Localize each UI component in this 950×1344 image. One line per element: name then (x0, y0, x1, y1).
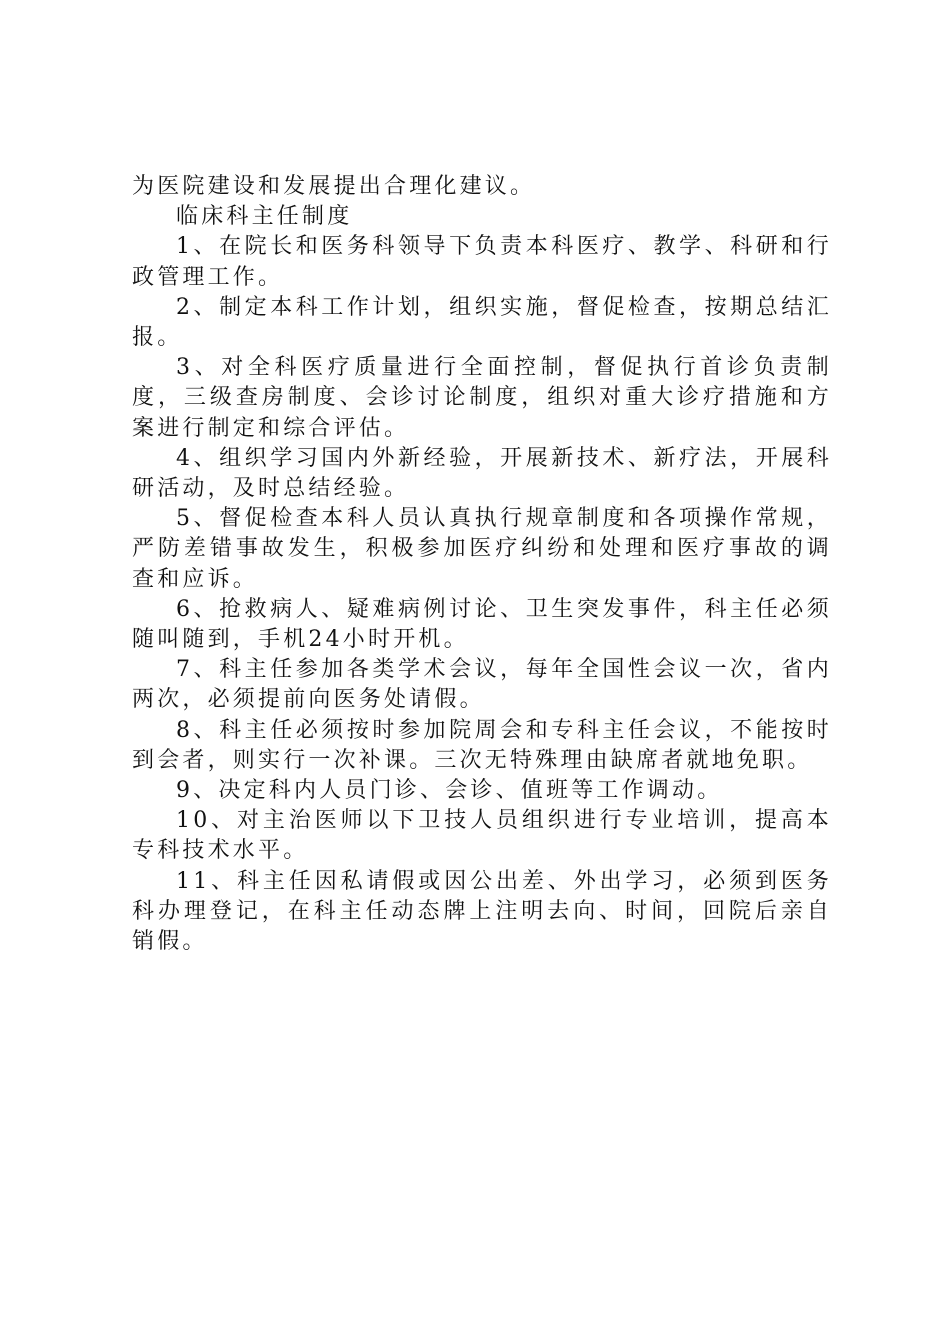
section-heading: 临床科主任制度 (176, 204, 353, 230)
paragraph-item-8: 8、科主任必须按时参加院周会和专科主任会议，不能按时到会者，则实行一次补课。三次无特殊理由缺席者就地免职。 (132, 717, 832, 773)
paragraph-item-7: 7、科主任参加各类学术会议，每年全国性会议一次，省内两次，必须提前向医务处请假。 (132, 657, 832, 713)
paragraph-item-2: 2、制定本科工作计划，组织实施，督促检查，按期总结汇报。 (132, 294, 832, 351)
paragraph-item-6: 6、抢救病人、疑难病例讨论、卫生突发事件，科主任必须随叫随到，手机24小时开机。 (132, 596, 832, 653)
paragraph-item-3: 3、对全科医疗质量进行全面控制，督促执行首诊负责制度，三级查房制度、会诊讨论制度，组织对重大诊疗措施和方案进行制定和综合评估。 (132, 355, 832, 441)
paragraph-item-10: 10、对主治医师以下卫技人员组织进行专业培训，提高本专科技术水平。 (132, 808, 832, 864)
document-body (132, 172, 832, 957)
paragraph-item-5: 5、督促检查本科人员认真执行规章制度和各项操作常规，严防差错事故发生，积极参加医疗纠纷和处理和医疗事故的调查和应诉。 (132, 506, 832, 592)
paragraph-item-1: 1、在院长和医务科领导下负责本科医疗、教学、科研和行政管理工作。 (132, 234, 832, 290)
paragraph-item-9: 9、决定科内人员门诊、会诊、值班等工作调动。 (176, 778, 723, 804)
paragraph-continuation: 为医院建设和发展提出合理化建议。 (132, 174, 536, 199)
paragraph-item-4: 4、组织学习国内外新经验，开展新技术、新疗法，开展科研活动，及时总结经验。 (132, 445, 832, 502)
paragraph-item-11: 11、科主任因私请假或因公出差、外出学习，必须到医务科办理登记，在科主任动态牌上注明去向、时间，回院后亲自销假。 (132, 868, 832, 955)
